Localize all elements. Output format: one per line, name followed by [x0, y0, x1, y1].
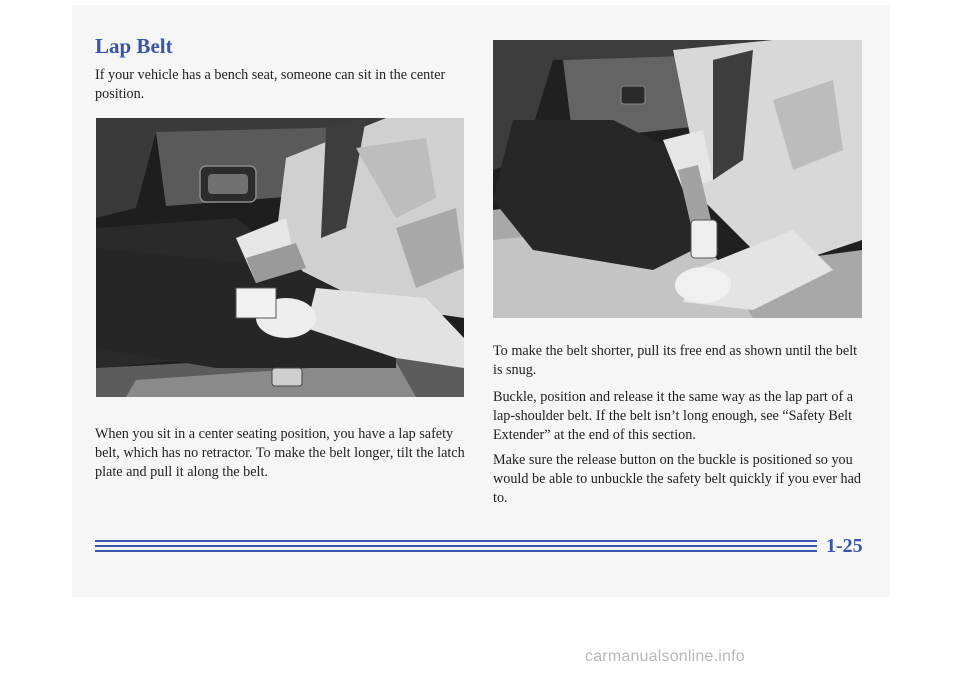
- lap-belt-lengthen-illustration: [96, 118, 464, 397]
- buckle-position-text: Buckle, position and release it the same way as the lap part of a lap-shoulder belt. If the belt isn’t long enough, see “Safety Belt Extender” at the end of this section.: [493, 389, 854, 443]
- watermark[interactable]: carmanualsonline.info: [585, 648, 745, 665]
- shorten-belt-text: To make the belt shorter, pull its free end as shown until the belt is snug.: [493, 343, 858, 378]
- footer-rule-middle: [95, 545, 817, 547]
- footer-rule-top: [95, 540, 817, 542]
- page-number: 1-25: [826, 535, 863, 557]
- center-seat-text: When you sit in a center seating position, you have a lap safety belt, which has no retractor. To make the belt longer, tilt the latch plate and pull it along the belt.: [95, 426, 465, 480]
- release-button-text: Make sure the release button on the buckle is positioned so you would be able to unbuckle the safety belt quickly if you ever had to.: [493, 452, 861, 506]
- footer-rule-bottom: [95, 550, 817, 552]
- section-title: Lap Belt: [95, 34, 173, 58]
- intro-text: If your vehicle has a bench seat, someone can sit in the center position.: [95, 67, 446, 102]
- lap-belt-shorten-illustration: [493, 40, 862, 318]
